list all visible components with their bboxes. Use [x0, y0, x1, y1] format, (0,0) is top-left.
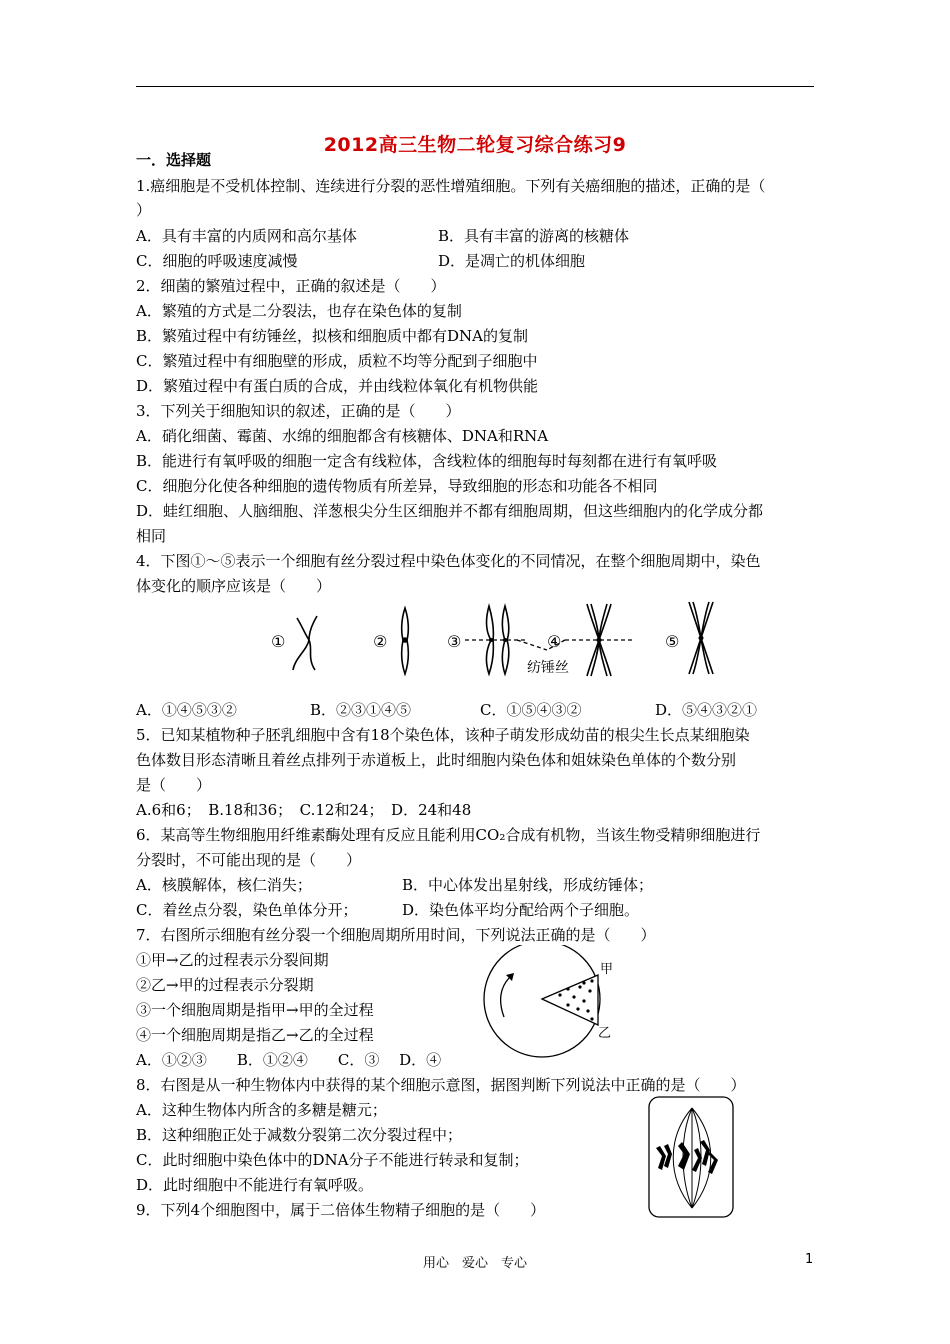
text-line: 4．下图①～⑤表示一个细胞有丝分裂过程中染色体变化的不同情况，在整个细胞周期中，染色	[136, 552, 761, 570]
option-line: D．是凋亡的机体细胞	[438, 252, 586, 270]
spindle-label: 纺锤丝	[527, 660, 569, 676]
cell-cycle-figure	[470, 945, 620, 1065]
text-line: 8．右图是从一种生物体内中获得的某个细胞示意图，据图判断下列说法中正确的是（ ）	[136, 1076, 746, 1094]
text-line: C．此时细胞中染色体中的DNA分子不能进行转录和复制；	[136, 1151, 529, 1169]
chromosome-stages-figure	[265, 600, 725, 680]
option-line: A．核膜解体，核仁消失；	[136, 876, 312, 894]
stage-label-1: ①	[271, 632, 286, 651]
text-line: ②乙→甲的过程表示分裂期	[136, 976, 314, 994]
text-line: 是（ ）	[136, 776, 212, 794]
text-line: D．蛙红细胞、人脑细胞、洋葱根尖分生区细胞并不都有细胞周期，但这些细胞内的化学成分都	[136, 502, 764, 520]
section-heading: 一．选择题	[136, 151, 212, 169]
text-line: 7．右图所示细胞有丝分裂一个细胞周期所用时间，下列说法正确的是（ ）	[136, 926, 656, 944]
text-line: C．细胞分化使各种细胞的遗传物质有所差异，导致细胞的形态和功能各不相同	[136, 477, 658, 495]
text-line: ③一个细胞周期是指甲→甲的全过程	[136, 1001, 374, 1019]
text-line: B．能进行有氧呼吸的细胞一定含有线粒体，含线粒体的细胞每时每刻都在进行有氧呼吸	[136, 452, 718, 470]
text-line: 1.癌细胞是不受机体控制、连续进行分裂的恶性增殖细胞。下列有关癌细胞的描述，正确的是（	[136, 177, 766, 195]
text-line: B．这种细胞正处于减数分裂第二次分裂过程中；	[136, 1126, 463, 1144]
text-line: 分裂时，不可能出现的是（ ）	[136, 851, 362, 869]
header-rule	[136, 86, 814, 87]
text-line: ④一个细胞周期是指乙→乙的全过程	[136, 1026, 374, 1044]
text-line: 2．细菌的繁殖过程中，正确的叙述是（ ）	[136, 277, 446, 295]
page-number: 1	[805, 1252, 814, 1267]
yi-label: 乙	[598, 1026, 612, 1041]
text-line: A.6和6； B.18和36； C.12和24； D．24和48	[136, 801, 472, 819]
text-line: A．繁殖的方式是二分裂法，也存在染色体的复制	[136, 302, 462, 320]
stage-label-2: ②	[373, 632, 388, 651]
jia-label: 甲	[600, 962, 614, 977]
text-line: 6．某高等生物细胞用纤维素酶处理有反应且能利用CO₂合成有机物，当该生物受精卵细胞进行	[136, 826, 761, 844]
text-line: 3．下列关于细胞知识的叙述，正确的是（ ）	[136, 402, 461, 420]
text-line: 5．已知某植物种子胚乳细胞中含有18个染色体，该种子萌发形成幼苗的根尖生长点某细胞染	[136, 726, 750, 744]
option-line: C．着丝点分裂，染色单体分开；	[136, 901, 358, 919]
option-line: B．中心体发出星射线，形成纺锤体；	[402, 876, 654, 894]
stage-label-3: ③	[447, 632, 462, 651]
text-line: C．繁殖过程中有细胞壁的形成，质粒不均等分配到子细胞中	[136, 352, 538, 370]
text-line: ）	[136, 201, 152, 219]
text-line: D．繁殖过程中有蛋白质的合成，并由线粒体氧化有机物供能	[136, 377, 539, 395]
option-line: B．②③①④⑤	[310, 701, 412, 719]
option-line: A．①④⑤③②	[136, 701, 237, 719]
page-title: 2012高三生物二轮复习综合练习9	[323, 134, 627, 156]
option-line: C．①⑤④③②	[480, 701, 582, 719]
text-line: A．①②③ B．①②④ C．③ D．④	[136, 1051, 442, 1069]
text-line: 9．下列4个细胞图中，属于二倍体生物精子细胞的是（ ）	[136, 1201, 546, 1219]
option-line: A．具有丰富的内质网和高尔基体	[136, 227, 357, 245]
text-line: A．硝化细菌、霉菌、水绵的细胞都含有核糖体、DNA和RNA	[136, 427, 549, 445]
dividing-cell-figure	[648, 1096, 736, 1220]
option-line: D．染色体平均分配给两个子细胞。	[402, 901, 640, 919]
text-line: ①甲→乙的过程表示分裂间期	[136, 951, 329, 969]
text-line: 相同	[136, 527, 167, 545]
option-line: B．具有丰富的游离的核糖体	[438, 227, 630, 245]
footer-text: 用心 爱心 专心	[422, 1256, 527, 1271]
text-line: B．繁殖过程中有纺锤丝，拟核和细胞质中都有DNA的复制	[136, 327, 529, 345]
text-line: D．此时细胞中不能进行有氧呼吸。	[136, 1176, 374, 1194]
text-line: 色体数目形态清晰且着丝点排列于赤道板上，此时细胞内染色体和姐妹染色单体的个数分别	[136, 751, 737, 769]
stage-label-5: ⑤	[665, 632, 680, 651]
stage-label-4: ④	[547, 632, 562, 651]
text-line: A．这种生物体内所含的多糖是糖元；	[136, 1101, 387, 1119]
text-line: 体变化的顺序应该是（ ）	[136, 577, 332, 595]
option-line: C．细胞的呼吸速度减慢	[136, 252, 298, 270]
option-line: D．⑤④③②①	[655, 701, 758, 719]
